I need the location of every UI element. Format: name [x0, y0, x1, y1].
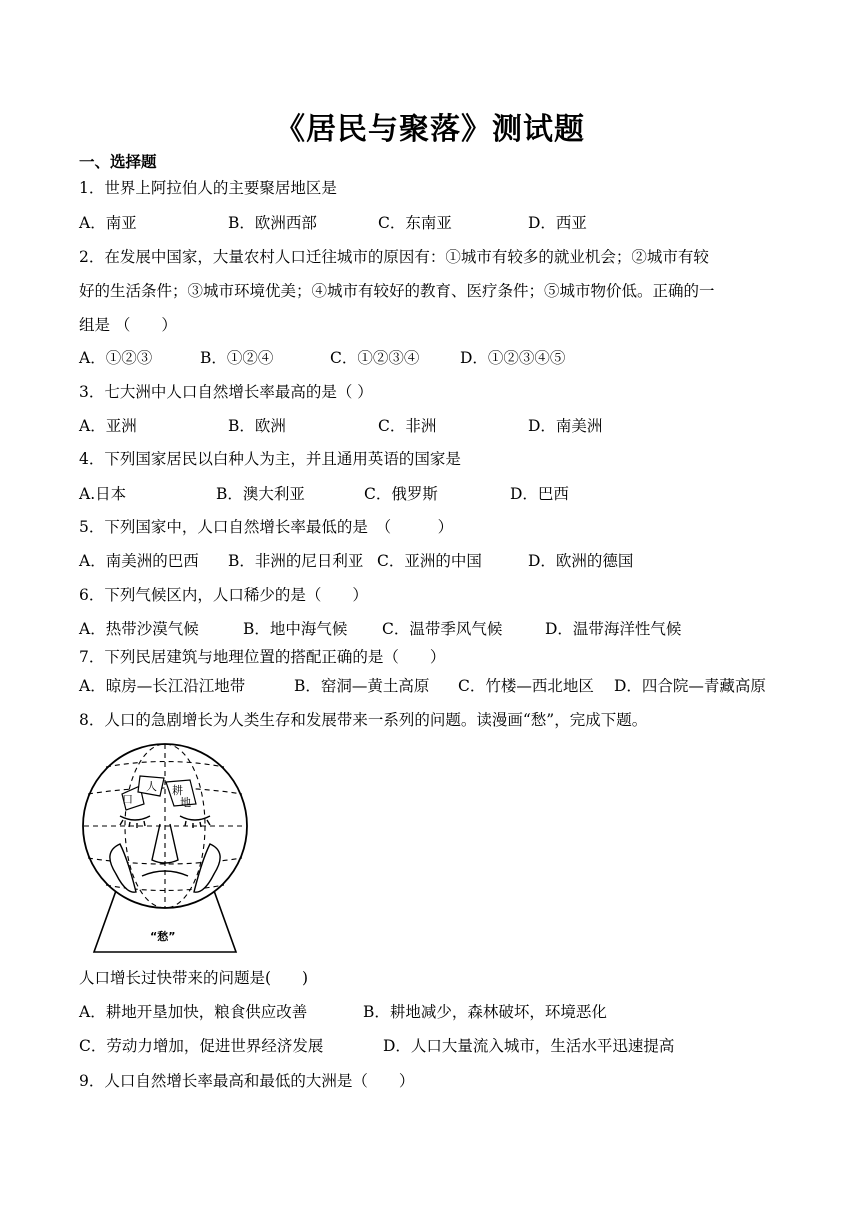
label-geng: 耕 [172, 784, 183, 797]
question-5-option-d: D．欧洲的德国 [528, 552, 634, 570]
question-8-option-c: C．劳动力增加，促进世界经济发展 [79, 1037, 324, 1055]
question-7-option-b: B．窑洞—黄土高原 [294, 677, 430, 695]
section-heading: 一、选择题 [79, 153, 157, 171]
question-8-stem: 8．人口的急剧增长为人类生存和发展带来一系列的问题。读漫画“愁”，完成下题。 [79, 711, 648, 729]
question-1-option-c: C．东南亚 [378, 214, 452, 232]
question-5-option-a: A．南美洲的巴西 [79, 552, 199, 570]
question-8-option-b: B．耕地减少，森林破坏，环境恶化 [363, 1003, 607, 1021]
question-3-option-b: B．欧洲 [228, 417, 286, 435]
question-6-stem: 6．下列气候区内，人口稀少的是（ ） [79, 586, 368, 604]
question-5-option-b: B．非洲的尼日利亚 [228, 552, 364, 570]
question-8-option-d: D．人口大量流入城市，生活水平迅速提高 [383, 1037, 675, 1055]
question-4-stem: 4．下列国家居民以白种人为主，并且通用英语的国家是 [79, 450, 461, 468]
question-4-option-d: D．巴西 [510, 485, 569, 503]
question-4-option-b: B．澳大利亚 [216, 485, 305, 503]
label-kou: 口 [122, 793, 133, 806]
question-6-option-d: D．温带海洋性气候 [545, 620, 682, 638]
question-6-option-b: B．地中海气候 [243, 620, 348, 638]
question-6-option-a: A．热带沙漠气候 [79, 620, 199, 638]
question-3-option-d: D．南美洲 [528, 417, 603, 435]
question-5-option-c: C．亚洲的中国 [377, 552, 482, 570]
question-2-option-c: C．①②③④ [330, 349, 420, 367]
question-8-option-a: A．耕地开垦加快，粮食供应改善 [79, 1003, 308, 1021]
question-7-stem: 7．下列民居建筑与地理位置的搭配正确的是（ ） [79, 648, 446, 666]
question-6-option-c: C．温带季风气候 [382, 620, 503, 638]
question-2-stem-line-2: 好的生活条件；③城市环境优美；④城市有较好的教育、医疗条件；⑤城市物价低。正确的一 [79, 282, 715, 300]
question-1-option-a: A．南亚 [79, 214, 137, 232]
question-7-option-d: D．四合院—青藏高原 [614, 677, 766, 695]
question-3-option-c: C．非洲 [378, 417, 437, 435]
question-1-option-b: B．欧洲西部 [228, 214, 317, 232]
question-9-stem: 9．人口自然增长率最高和最低的大洲是（ ） [79, 1072, 415, 1090]
question-2-option-d: D．①②③④⑤ [460, 349, 566, 367]
question-7-option-c: C．竹楼—西北地区 [458, 677, 594, 695]
question-8-subquestion: 人口增长过快带来的问题是( ) [79, 969, 309, 987]
question-5-stem: 5．下列国家中，人口自然增长率最低的是 （ ） [79, 518, 454, 536]
question-1-stem: 1．世界上阿拉伯人的主要聚居地区是 [79, 179, 337, 197]
question-1-option-d: D．西亚 [528, 214, 587, 232]
question-4-option-c: C．俄罗斯 [364, 485, 438, 503]
question-3-stem: 3．七大洲中人口自然增长率最高的是（ ） [79, 383, 373, 401]
question-2-stem-line-3: 组是 （ ） [79, 316, 177, 334]
page-title: 《居民与聚落》测试题 [275, 112, 585, 147]
question-4-option-a: A.日本 [79, 485, 127, 503]
question-7-option-a: A．晾房—长江沿江地带 [79, 677, 246, 695]
label-di: 地 [180, 796, 191, 809]
cartoon-caption: “愁” [150, 930, 176, 943]
question-2-stem-line-1: 2．在发展中国家，大量农村人口迁往城市的原因有：①城市有较多的就业机会；②城市有较 [79, 248, 709, 266]
question-3-option-a: A．亚洲 [79, 417, 137, 435]
cartoon-worried-globe [80, 742, 250, 957]
question-2-option-a: A．①②③ [79, 349, 153, 367]
label-ren: 人 [146, 780, 157, 793]
question-2-option-b: B．①②④ [200, 349, 274, 367]
